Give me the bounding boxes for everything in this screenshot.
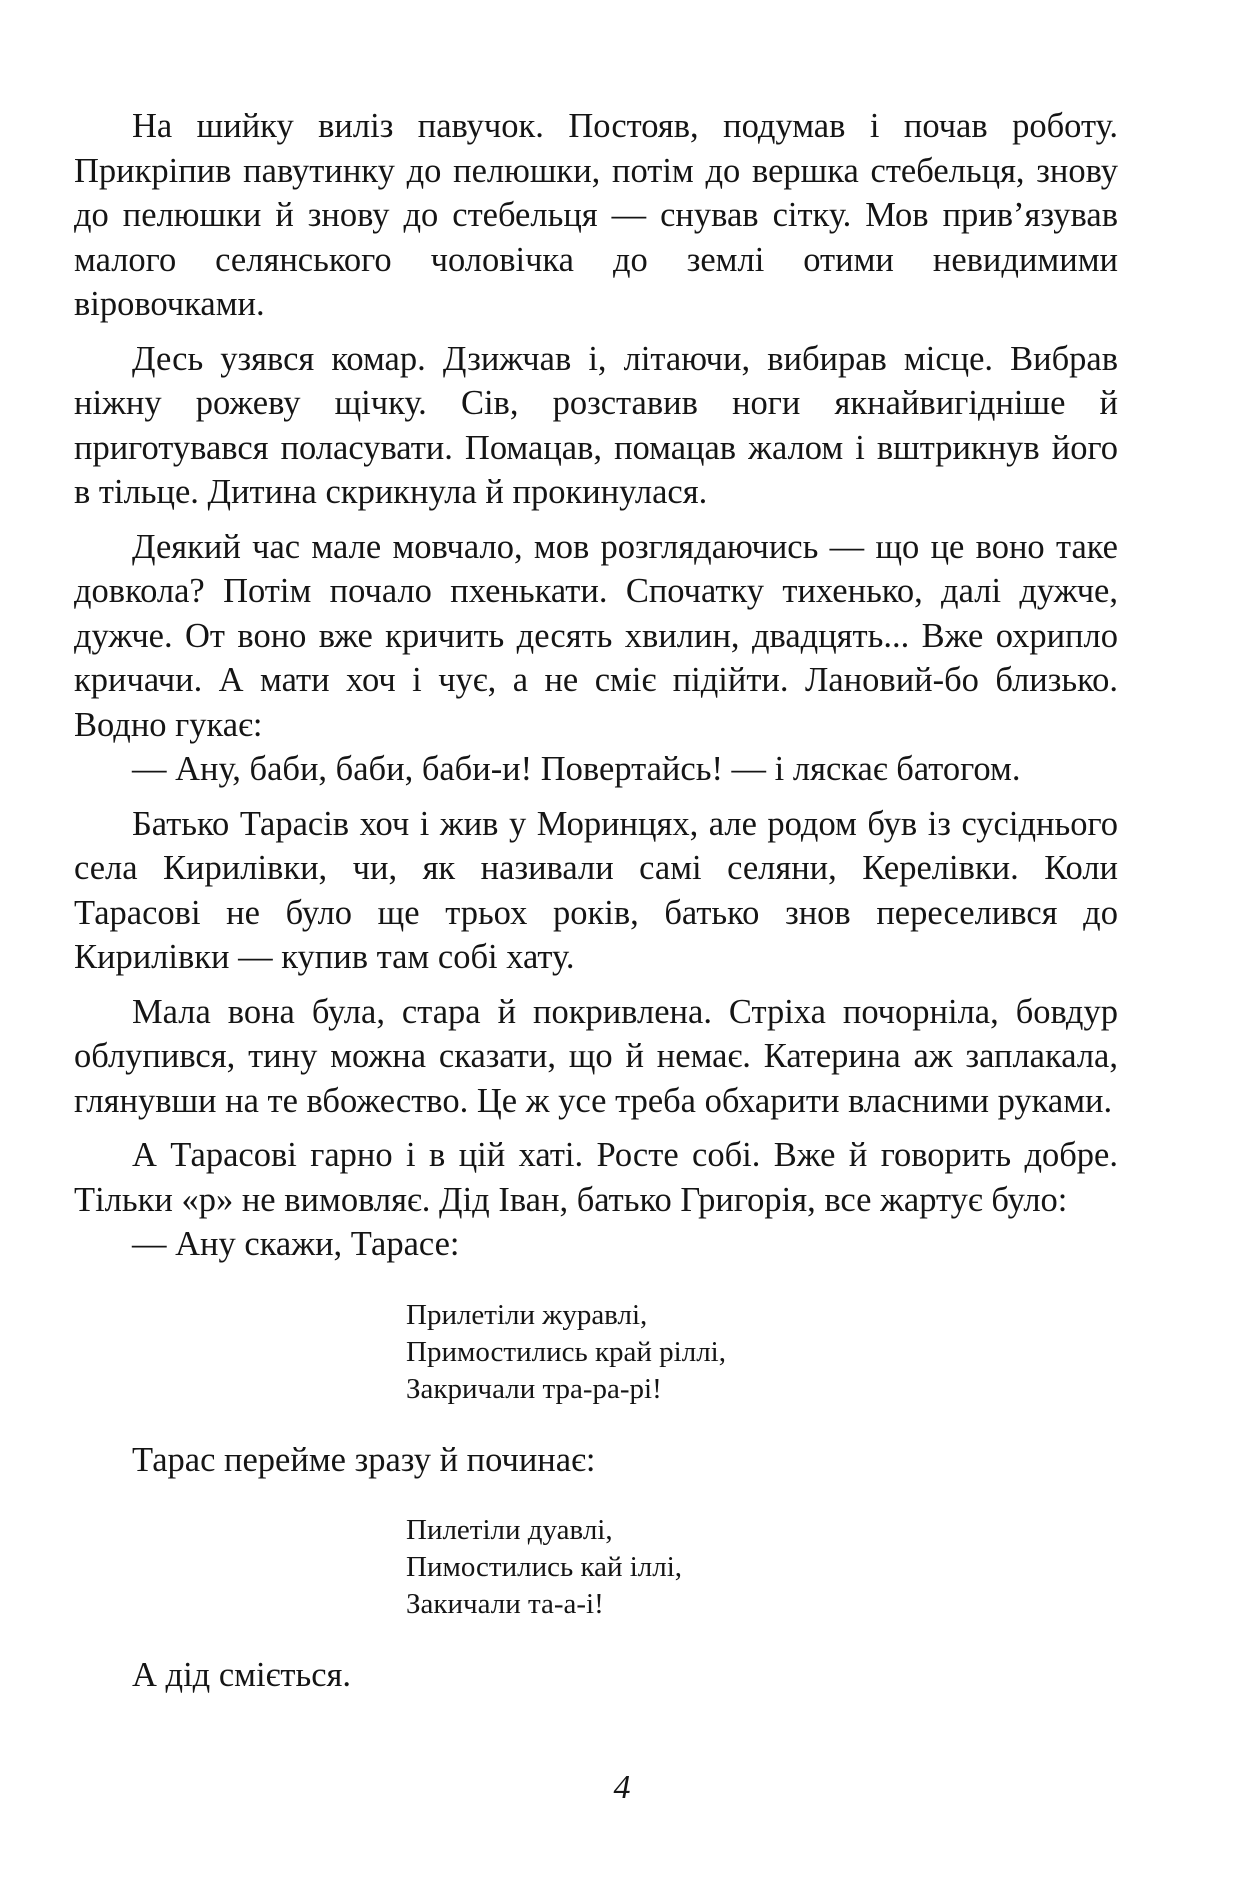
- verse-line: Пилетіли дуавлі,: [406, 1514, 613, 1546]
- verse-line: Закричали тра-ра-рі!: [406, 1372, 662, 1405]
- page-number: 4: [613, 1769, 631, 1806]
- verse-grandfather: [406, 1297, 1118, 1408]
- paragraph-taras-repeats: Тарас перейме зразу й починає:: [132, 1440, 596, 1479]
- verse-line: Примостились край ріллі,: [406, 1335, 726, 1368]
- book-page: [74, 104, 1118, 1698]
- paragraph-grandfather-laughs: А дід сміється.: [132, 1656, 352, 1694]
- paragraph-child-crying: Деякий час мале мовчало, мов розглядаючись — що це воно таке довкола? Потім почало пхенькати. Спочатку тихенько, далі дужче, дужче. От воно вже кричить десять хвилин, двадцять... Вже охрипло кричачи. А мати хоч і чує, а не сміє підійти. Лановий-бо близько. Водно гукає:: [74, 527, 1118, 744]
- paragraph-spider: На шийку виліз павучок. Постояв, подумав і почав роботу. Прикріпив павутинку до пелюшки, потім до вершка стебельця, знову до пелюшки й знову до стебельця — снував сітку. Мов прив’язував малого селянського чоловічка до землі отими невидимими віровочками.: [74, 107, 1118, 323]
- paragraph-mosquito: Десь узявся комар. Дзижчав і, літаючи, вибирав місце. Вибрав ніжну рожеву щічку. Сів, розставив ноги якнайвигідніше й приготувався поласувати. Помацав, помацав жалом і вштрикнув його в тільце. Дитина скрикнула й прокинулася.: [74, 339, 1118, 511]
- paragraph-say-it: — Ану скажи, Тарасе:: [132, 1225, 460, 1263]
- verse-taras: [406, 1512, 1118, 1623]
- paragraph-grandfather: А Тарасові гарно і в цій хаті. Росте собі. Вже й говорить добре. Тільки «р» не вимовляє. Дід Іван, батько Григорія, все жартує було:: [74, 1136, 1118, 1219]
- paragraph-overseer-shout: — Ану, баби, баби, баби-и! Повертайсь! — і ляскає батогом.: [132, 750, 1021, 788]
- paragraph-house: Мала вона була, стара й покривлена. Стріха почорніла, бовдур облупився, тину можна сказати, що й немає. Катерина аж заплакала, глянувши на те вбожество. Це ж усе треба обхарити власними руками.: [74, 992, 1118, 1120]
- verse-line: Прилетіли журавлі,: [406, 1298, 648, 1331]
- verse-line: Закичали та-а-і!: [406, 1588, 604, 1620]
- paragraph-father: Батько Тарасів хоч і жив у Моринцях, але родом був із сусіднього села Кирилівки, чи, як називали самі селяни, Керелівки. Коли Тарасові не було ще трьох років, батько знов переселився до Кирилівки — купив там собі хату.: [74, 804, 1118, 976]
- verse-line: Пимостились кай іллі,: [406, 1551, 683, 1583]
